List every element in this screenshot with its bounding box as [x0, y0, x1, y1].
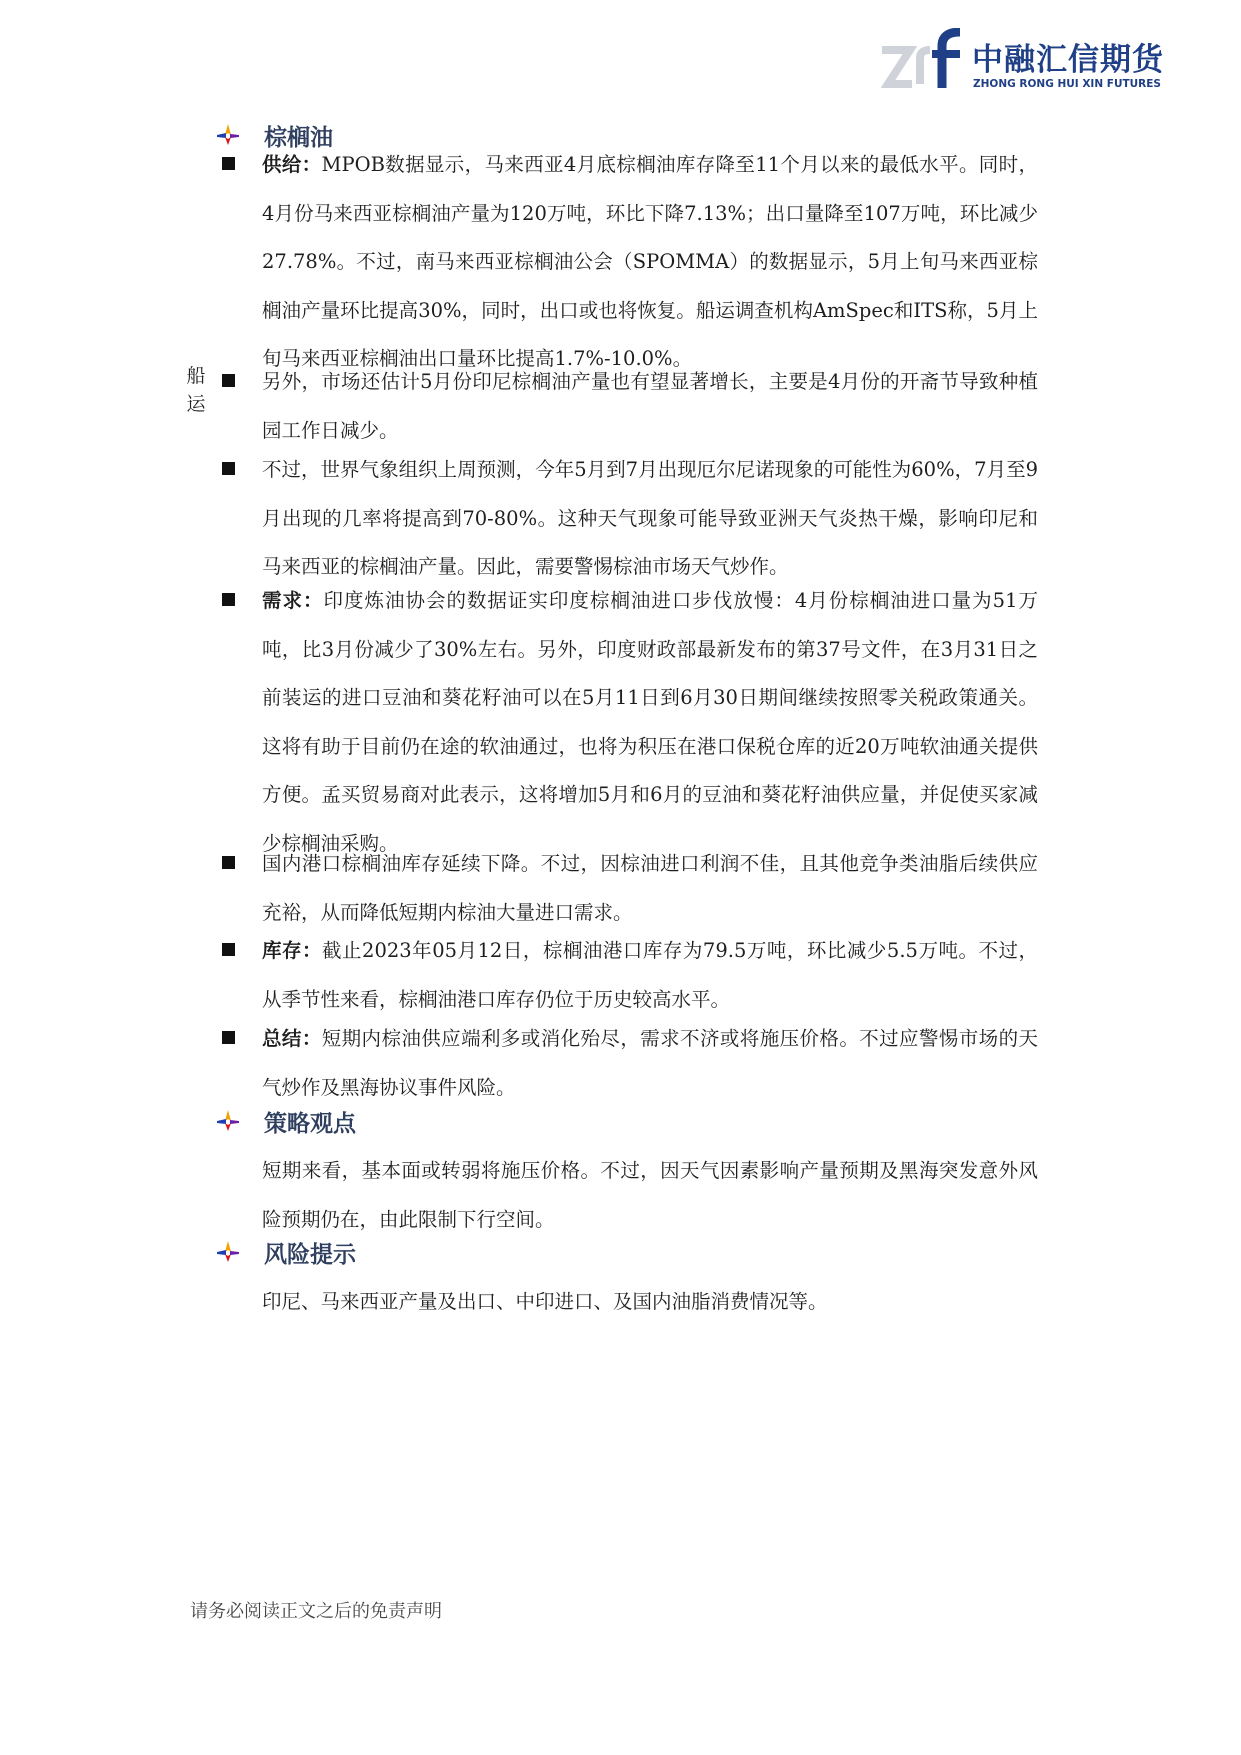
zrf-logo-mark-icon [880, 28, 965, 94]
paragraph-risk [262, 1278, 1038, 1327]
bullet-square [222, 374, 235, 387]
section-marker-icon [216, 1240, 240, 1264]
paragraph-label: 库存： [262, 939, 323, 962]
paragraph-supply [262, 141, 1038, 384]
logo-chinese-name: 中融汇信期货 [972, 42, 1164, 78]
side-label-text: 船运 [186, 365, 206, 415]
paragraph-strategy [262, 1147, 1038, 1244]
bullet-square [222, 157, 235, 170]
logo-english-name: ZHONG RONG HUI XIN FUTURES [973, 78, 1161, 90]
paragraph-text: 截止2023年05月12日，棕榈油港口库存为79.5万吨，环比减少5.5万吨。不过，从季节性来看，棕榈油港口库存仍位于历史较高水平。 [262, 939, 1038, 1011]
paragraph-label: 供给： [262, 153, 322, 176]
bullet-square [222, 462, 235, 475]
section-marker-icon [216, 1109, 240, 1133]
bullet-square [222, 856, 235, 869]
paragraph-text: 国内港口棕榈油库存延续下降。不过，因棕油进口利润不佳，且其他竞争类油脂后续供应充裕，从而降低短期内棕油大量进口需求。 [262, 852, 1038, 924]
paragraph-text: 印度炼油协会的数据证实印度棕榈油进口步伐放慢：4月份棕榈油进口量为51万吨，比3月份减少了30%左右。另外，印度财政部最新发布的第37号文件，在3月31日之前装运的进口豆油和葵花籽油可以在5月11日到6月30日期间继续按照零关税政策通关。这将有助于目前仍在途的软油通过，也将为积压在港口保税仓库的近20万吨软油通关提供方便。孟买贸易商对此表示，这将增加5月和6月的豆油和葵花籽油供应量，并促使买家减少棕榈油采购。 [262, 589, 1038, 855]
paragraph-summary [262, 1015, 1038, 1112]
paragraph-inventory [262, 927, 1038, 1024]
paragraph-el-nino [262, 446, 1038, 592]
footer-disclaimer: 请务必阅读正文之后的免责声明 [190, 1601, 442, 1622]
bullet-square [222, 943, 235, 956]
bullet-square [222, 1031, 235, 1044]
bullet-square [222, 593, 235, 606]
paragraph-label: 需求： [262, 589, 324, 612]
paragraph-domestic-port [262, 840, 1038, 937]
paragraph-text: 印尼、马来西亚产量及出口、中印进口、及国内油脂消费情况等。 [262, 1290, 828, 1313]
company-logo [880, 28, 1180, 94]
paragraph-text: 短期内棕油供应端利多或消化殆尽，需求不济或将施压价格。不过应警惕市场的天气炒作及黑海协议事件风险。 [262, 1027, 1038, 1099]
section-title: 风险提示 [264, 1241, 356, 1268]
section-title: 策略观点 [264, 1110, 356, 1137]
paragraph-text: 不过，世界气象组织上周预测，今年5月到7月出现厄尔尼诺现象的可能性为60%，7月至9月出现的几率将提高到70-80%。这种天气现象可能导致亚洲天气炎热干燥，影响印尼和马来西亚的棕榈油产量。因此，需要警惕棕油市场天气炒作。 [262, 458, 1038, 578]
section-heading-strategy [216, 1104, 356, 1138]
section-marker-icon [216, 123, 240, 147]
paragraph-text: 另外，市场还估计5月份印尼棕榈油产量也有望显著增长，主要是4月份的开斋节导致种植园工作日减少。 [262, 370, 1038, 442]
section-title: 棕榈油 [264, 124, 333, 151]
section-heading-risk [216, 1235, 356, 1269]
paragraph-text: MPOB数据显示，马来西亚4月底棕榈油库存降至11个月以来的最低水平。同时，4月份马来西亚棕榈油产量为120万吨，环比下降7.13%；出口量降至107万吨，环比减少27.78%。不过，南马来西亚棕榈油公会（SPOMMA）的数据显示，5月上旬马来西亚棕榈油产量环比提高30%，同时，出口或也将恢复。船运调查机构AmSpec和ITS称，5月上旬马来西亚棕榈油出口量环比提高1.7%-10.0%。 [262, 153, 1038, 370]
paragraph-text: 短期来看，基本面或转弱将施压价格。不过，因天气因素影响产量预期及黑海突发意外风险预期仍在，由此限制下行空间。 [262, 1159, 1038, 1231]
side-vertical-label [186, 362, 208, 418]
paragraph-indonesia [262, 358, 1038, 455]
paragraph-demand [262, 577, 1038, 868]
paragraph-label: 总结： [262, 1027, 322, 1050]
